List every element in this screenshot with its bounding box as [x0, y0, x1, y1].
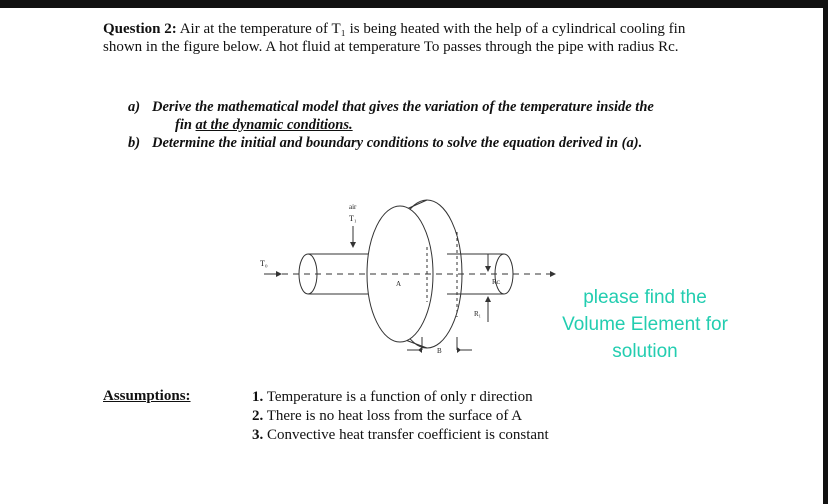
task-list	[128, 98, 738, 152]
air-arrowhead	[350, 242, 356, 248]
assumption-text: Temperature is a function of only r direction	[266, 389, 533, 405]
top-frame-edge	[0, 0, 828, 8]
note-line-1: please find the	[583, 287, 707, 308]
note-line-3: solution	[612, 341, 678, 362]
r1-arrowhead	[485, 296, 491, 302]
a-label: A	[396, 280, 402, 288]
assumption-text: There is no heat loss from the surface of A	[266, 408, 523, 424]
air-label: air	[349, 203, 357, 211]
assumption-number: 1.	[252, 389, 264, 405]
assumptions-heading: Assumptions:	[103, 388, 191, 404]
note-line-2: Volume Element for	[562, 314, 728, 335]
task-a-underlined: at the dynamic conditions.	[195, 117, 353, 133]
assumptions-list	[252, 388, 549, 445]
task-b-text: Determine the initial and boundary conditions to solve the equation derived in (a).	[152, 135, 643, 151]
fin-diagram	[252, 192, 562, 367]
task-a-line2: fin	[175, 117, 196, 133]
assumption-item	[252, 426, 549, 445]
right-frame-edge	[823, 0, 828, 504]
dimension-b-arrow-right	[457, 347, 461, 353]
assumption-item	[252, 388, 549, 407]
task-a-continuation	[128, 116, 738, 134]
to-arrowhead	[276, 271, 282, 277]
dimension-b-arrow-left	[418, 347, 422, 353]
to-label: T₀	[260, 259, 268, 268]
t1-label: T₁	[349, 214, 357, 223]
question-text: Air at the temperature of T₁ is being heated with the help of a cylindrical cooling fin shown in the figure below. A hot fluid at temperature To passes through the pipe with radius Rc.	[103, 21, 686, 55]
task-b	[128, 134, 738, 152]
task-b-label: b)	[128, 135, 141, 151]
task-a	[128, 98, 738, 116]
task-a-line1: Derive the mathematical model that gives the variation of the temperature inside the	[152, 99, 654, 115]
assumption-number: 2.	[252, 408, 264, 424]
assumption-number: 3.	[252, 427, 264, 443]
fin-disk-front	[367, 206, 433, 342]
rc-label: Rᴄ	[492, 278, 501, 286]
b-label: B	[437, 347, 442, 355]
r1-label: R₁	[474, 310, 482, 318]
annotation-note	[540, 284, 750, 365]
task-a-label: a)	[128, 99, 141, 115]
outflow-arrowhead	[550, 271, 556, 277]
assumption-item	[252, 407, 549, 426]
rc-arrowhead	[485, 266, 491, 272]
question-paragraph	[103, 20, 728, 56]
question-label: Question 2:	[103, 21, 177, 37]
assumption-text: Convective heat transfer coefficient is constant	[267, 427, 549, 443]
